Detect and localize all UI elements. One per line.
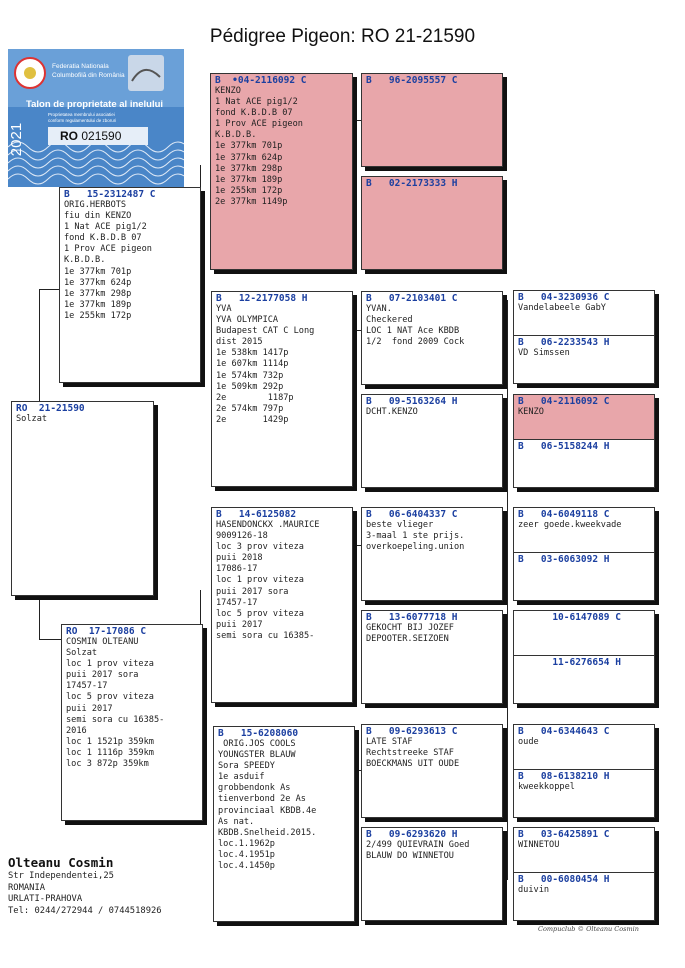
info-line: fond K.B.D.B 07 (64, 233, 142, 244)
info-line: grobbendonk As (218, 783, 291, 794)
ring-number: B 06-2233543 H (518, 337, 610, 348)
pigeon-subject[interactable] (11, 401, 154, 596)
owner-info (8, 855, 162, 917)
info-line: KENZO (215, 86, 241, 96)
pigeon-g4-pair-2[interactable] (513, 394, 655, 488)
info-line: Solzat (16, 414, 48, 424)
pigeon-g4-7[interactable] (514, 611, 654, 655)
card-heading: Talon de proprietate al inelului (26, 99, 164, 110)
info-line: fiu din KENZO (64, 211, 132, 222)
info-line: VD Simssen (518, 348, 570, 358)
ring-number: B 00-6080454 H (518, 874, 610, 885)
ring-number: B 03-6063092 H (518, 554, 610, 565)
info-line: loc.1.1962p (218, 838, 275, 849)
info-line: 2016 (66, 725, 87, 736)
info-line: 3-maal 1 ste prijs. (366, 531, 465, 542)
info-line: WINNETOU (518, 840, 560, 850)
ring-number: 11-6276654 H (518, 657, 621, 668)
info-line: 1 Nat ACE pig1/2 (215, 97, 298, 108)
info-line: YVA (216, 304, 232, 314)
owner-line: URLATI-PRAHOVA (8, 894, 83, 904)
info-line: YVA OLYMPICA (216, 315, 279, 326)
info-line: 1/2 fond 2009 Cock (366, 337, 465, 348)
info-line: 1e 377km 624p (64, 277, 132, 288)
info-line: GEKOCHT BIJ JOZEF (366, 623, 454, 633)
card-sub-1: Proprietatea membrului asociatiei (48, 112, 115, 117)
info-line: oude (518, 737, 539, 747)
pigeon-g3-5[interactable] (361, 507, 503, 601)
ring-ownership-card (8, 49, 184, 187)
card-org-1: Federatia Nationala (52, 63, 109, 70)
info-line: 1 Prov ACE pigeon (215, 119, 303, 130)
pigeon-g4-1[interactable] (514, 291, 654, 335)
info-line: LATE STAF (366, 737, 413, 747)
ring-number: B 03-6425891 C (518, 829, 610, 840)
info-line: BLAUW DO WINNETOU (366, 851, 454, 862)
pigeon-g3-7[interactable] (361, 724, 503, 818)
info-line: puii 2017 (66, 703, 113, 714)
info-line: ORIG.JOS COOLS (218, 739, 296, 749)
info-line: 1 Prov ACE pigeon (64, 244, 152, 255)
info-line: DCHT.KENZO (366, 407, 418, 417)
card-year: 2021 (8, 122, 26, 157)
card-ring-prefix: RO (60, 129, 78, 143)
footer-credit: Compuclub © Olteanu Cosmin (538, 925, 639, 933)
info-line: 17457-17 (66, 681, 108, 692)
pigeon-g4-9[interactable] (514, 725, 654, 769)
info-line: 1e 255km 172p (64, 310, 132, 321)
info-line: 1e 377km 701p (215, 141, 283, 152)
info-line: 1e 574km 732p (216, 370, 284, 381)
info-line: beste vlieger (366, 520, 434, 530)
ring-number: B 13-6077718 H (366, 612, 458, 623)
info-line: puii 2018 (216, 553, 263, 564)
ring-number: B 15-6208060 (218, 728, 299, 739)
info-line: DEPOOTER.SEIZOEN (366, 634, 449, 645)
info-line: 2/499 QUIEVRAIN Goed (366, 840, 470, 850)
info-line: 17086-17 (216, 564, 258, 575)
ring-number: B 02-2173333 H (366, 178, 458, 189)
pigeon-sire[interactable] (59, 187, 201, 383)
connector-g3-v (507, 300, 508, 880)
info-line: puii 2017 sora (216, 586, 289, 597)
pigeon-g4-2[interactable] (514, 335, 654, 359)
pigeon-g3-3[interactable] (361, 291, 503, 385)
info-line: duivin (518, 885, 550, 895)
info-line: loc 3 872p 359km (66, 759, 149, 770)
info-line: HASENDONCKX .MAURICE (216, 520, 320, 530)
pigeon-g4-4[interactable] (514, 439, 654, 452)
info-line: 17457-17 (216, 597, 258, 608)
connector-g2-2 (353, 330, 361, 331)
info-line: COSMIN OLTEANU (66, 637, 139, 647)
ring-number: B 15-2312487 C (64, 189, 156, 200)
info-line: 1e 538km 1417p (216, 348, 289, 359)
page-title: Pédigree Pigeon: RO 21-21590 (209, 26, 476, 47)
info-line: semi sora cu 16385- (216, 630, 315, 641)
ring-number: B 04-2116092 C (518, 396, 610, 407)
ring-number: 10-6147089 C (518, 612, 621, 623)
info-line: Budapest CAT C Long (216, 326, 315, 337)
ring-number: B 04-3230936 C (518, 292, 610, 303)
pigeon-g4-pair-6[interactable] (513, 827, 655, 921)
pigeon-g4-12[interactable] (514, 872, 654, 896)
owner-line: Str Independentei,25 (8, 871, 114, 881)
info-line: loc.4.1450p (218, 861, 275, 872)
owner-line: Tel: 0244/272944 / 0744518926 (8, 905, 162, 916)
info-line: loc 3 prov viteza (216, 542, 304, 553)
pigeon-g4-pair-3[interactable] (513, 507, 655, 601)
ring-number: B 14-6125082 (216, 509, 297, 520)
info-line: 1e 377km 298p (215, 163, 283, 174)
info-line: LOC 1 NAT Ace KBDB (366, 326, 460, 337)
info-line: 9009126-18 (216, 531, 268, 542)
pigeon-g4-pair-4[interactable] (513, 610, 655, 704)
ring-number: B 04-6049118 C (518, 509, 610, 520)
info-line: loc 1 1116p 359km (66, 747, 154, 758)
ring-number: B 06-6404337 C (366, 509, 458, 520)
ring-number: B 96-2095557 C (366, 75, 458, 86)
ring-number: B 09-5163264 H (366, 396, 458, 407)
card-ring-number: 021590 (81, 129, 122, 143)
info-line: KBDB.Snelheid.2015. (218, 827, 317, 838)
pigeon-g4-pair-1[interactable] (513, 290, 655, 384)
ring-number: B 09-6293620 H (366, 829, 458, 840)
info-line: Solzat (66, 648, 98, 659)
ring-number: B 08-6138210 H (518, 771, 610, 782)
info-line: dist 2015 (216, 337, 263, 348)
info-line: loc.4.1951p (218, 849, 275, 860)
info-line: overkoepeling.union (366, 542, 465, 553)
info-line: As nat. (218, 816, 255, 827)
info-line: loc 5 prov viteza (66, 692, 154, 703)
info-line: 1e 255km 172p (215, 185, 283, 196)
pigeon-sire-sire[interactable] (210, 73, 353, 270)
info-line: 2e 574km 797p (216, 403, 284, 414)
info-line: loc 1 prov viteza (216, 575, 304, 586)
info-line: 1e asduif (218, 772, 265, 783)
info-line: puii 2017 (216, 619, 263, 630)
connector-g2-3 (353, 545, 361, 546)
pigeon-g3-4[interactable] (361, 394, 503, 488)
ring-number: B 09-6293613 C (366, 726, 458, 737)
info-line: 1e 377km 298p (64, 288, 132, 299)
info-line: KENZO (518, 407, 544, 417)
ring-number: RO 21-21590 (16, 403, 85, 414)
info-line: 2e 1429p (216, 414, 289, 425)
info-line: Sora SPEEDY (218, 761, 275, 772)
card-sub-2: conform regulamentului de zboruri (48, 118, 117, 123)
ring-number: B •04-2116092 C (215, 75, 307, 86)
info-line: K.B.D.B. (215, 130, 257, 141)
pigeon-sire-dam[interactable] (211, 291, 353, 487)
info-line: 2e 1187p (216, 392, 294, 403)
ring-number: RO 17-17086 C (66, 626, 147, 637)
info-line: tienverbond 2e As (218, 794, 306, 805)
info-line: 2e 377km 1149p (215, 196, 288, 207)
info-line: puii 2017 sora (66, 670, 139, 681)
info-line: 1 Nat ACE pig1/2 (64, 222, 147, 233)
info-line: 1e 377km 189p (64, 299, 132, 310)
info-line: Rechtstreeke STAF (366, 748, 454, 759)
connector-g2-1 (353, 120, 361, 121)
ring-number: B 12-2177058 H (216, 293, 308, 304)
info-line: loc 1 prov viteza (66, 659, 154, 670)
pigeon-dam-sire[interactable] (211, 507, 353, 703)
info-line: 1e 509km 292p (216, 381, 284, 392)
pigeon-g3-6[interactable] (361, 610, 503, 704)
info-line: YOUNGSTER BLAUW (218, 750, 296, 761)
pigeon-g4-11[interactable] (514, 828, 654, 872)
pigeon-dam[interactable] (61, 624, 203, 821)
info-line: Vandelabeele GabY (518, 303, 606, 313)
ring-number: B 06-5158244 H (518, 441, 610, 452)
card-org-2: Columbofilă din România (52, 72, 125, 79)
info-line: 1e 377km 189p (215, 174, 283, 185)
pigeon-dam-dam[interactable] (213, 726, 355, 922)
info-line: zeer goede.kweekvade (518, 520, 622, 530)
info-line: semi sora cu 16385- (66, 714, 165, 725)
pigeon-g3-8[interactable] (361, 827, 503, 921)
card-ring (60, 129, 121, 143)
info-line: 1e 377km 701p (64, 266, 132, 277)
info-line: 1e 607km 1114p (216, 359, 289, 370)
pigeon-g4-10[interactable] (514, 769, 654, 793)
owner-line: ROMANIA (8, 882, 46, 893)
ring-number: B 07-2103401 C (366, 293, 458, 304)
info-line: YVAN. (366, 304, 392, 314)
info-line: fond K.B.D.B 07 (215, 108, 293, 119)
pigeon-g3-2[interactable] (361, 176, 503, 270)
ring-number: B 04-6344643 C (518, 726, 610, 737)
info-line: ORIG.HERBOTS (64, 200, 127, 210)
connector-main-bottom (39, 639, 61, 640)
info-line: 1e 377km 624p (215, 152, 283, 163)
info-line: K.B.D.B. (64, 255, 106, 266)
info-line: loc 1 1521p 359km (66, 736, 154, 747)
pigeon-g3-1[interactable] (361, 73, 503, 167)
pigeon-g4-pair-5[interactable] (513, 724, 655, 818)
info-line: loc 5 prov viteza (216, 608, 304, 619)
pigeon-g4-5[interactable] (514, 508, 654, 552)
info-line: Checkered (366, 315, 413, 326)
info-line: provinciaal KBDB.4e (218, 805, 317, 816)
info-line: BOECKMANS UIT OUDE (366, 759, 460, 770)
pigeon-g4-3[interactable] (514, 395, 654, 439)
info-line: kweekkoppel (518, 782, 575, 792)
pigeon-g4-6[interactable] (514, 552, 654, 565)
owner-name: Olteanu Cosmin (8, 855, 114, 870)
pigeon-g4-8[interactable] (514, 655, 654, 668)
connector-main-top (39, 289, 59, 290)
